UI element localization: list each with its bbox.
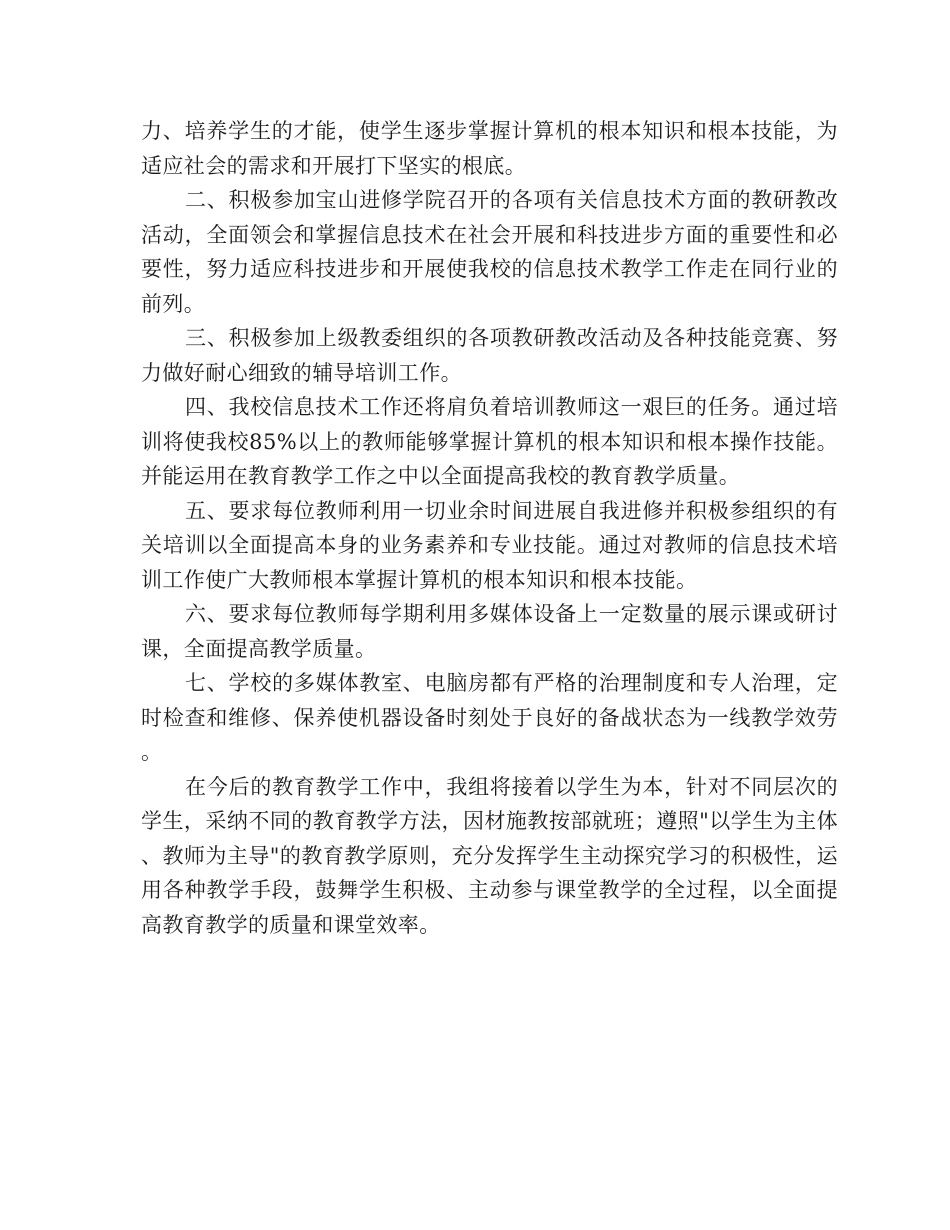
- paragraph-item-6: 六、要求每位教师每学期利用多媒体设备上一定数量的展示课或研讨课，全面提高教学质量。: [141, 602, 838, 661]
- paragraph-item-2: 二、积极参加宝山进修学院召开的各项有关信息技术方面的教研教改活动，全面领会和掌握信息技术在社会开展和科技进步方面的重要性和必要性，努力适应科技进步和开展使我校的信息技术教学工作走在同行业的前列。: [141, 188, 838, 316]
- paragraph-item-7: 七、学校的多媒体教室、电脑房都有严格的治理制度和专人治理，定时检查和维修、保养使机器设备时刻处于良好的备战状态为一线教学效劳。: [141, 671, 838, 764]
- paragraph-item-3: 三、积极参加上级教委组织的各项教研教改活动及各种技能竞赛、努力做好耐心细致的辅导培训工作。: [141, 326, 838, 385]
- paragraph-item-5: 五、要求每位教师利用一切业余时间进展自我进修并积极参组织的有关培训以全面提高本身的业务素养和专业技能。通过对教师的信息技术培训工作使广大教师根本掌握计算机的根本知识和根本技能。: [141, 498, 838, 592]
- paragraph-continuation: 力、培养学生的才能，使学生逐步掌握计算机的根本知识和根本技能，为适应社会的需求和开展打下坚实的根底。: [141, 119, 838, 178]
- paragraph-conclusion: 在今后的教育教学工作中，我组将接着以学生为本，针对不同层次的学生，采纳不同的教育教学方法，因材施教按部就班；遵照"以学生为主体、教师为主导"的教育教学原则，充分发挥学生主动探究学习的积极性，运用各种教学手段，鼓舞学生积极、主动参与课堂教学的全过程，以全面提高教育教学的质量和课堂效率。: [141, 774, 838, 937]
- document-body: [141, 114, 838, 942]
- paragraph-item-4: 四、我校信息技术工作还将肩负着培训教师这一艰巨的任务。通过培训将使我校85%以上的教师能够掌握计算机的根本知识和根本操作技能。并能运用在教育教学工作之中以全面提高我校的教育教学质量。: [141, 395, 838, 488]
